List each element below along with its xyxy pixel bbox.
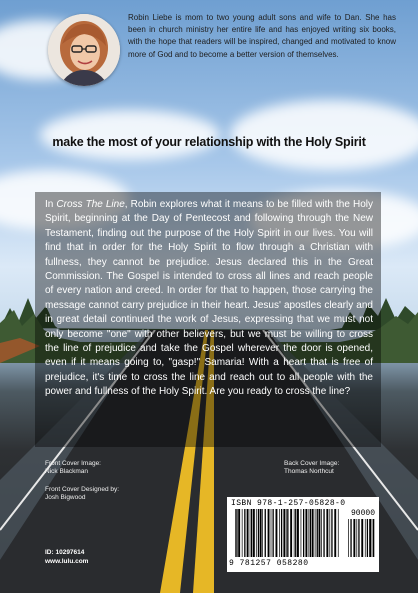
barcode-bar [281, 509, 282, 557]
description-panel [35, 192, 381, 447]
tagline: make the most of your relationship with the Holy Spirit [52, 135, 366, 149]
barcode-bar [365, 519, 366, 557]
barcode-bar [290, 509, 292, 557]
barcode-bar [283, 509, 285, 557]
barcode-bar [309, 509, 310, 557]
barcode-bar [369, 519, 371, 557]
barcode-bar [276, 509, 278, 557]
front-image-name: Nick Blackman [45, 468, 88, 475]
barcode-bar [279, 509, 280, 557]
barcode-bar [273, 509, 274, 557]
barcode-bar [338, 509, 339, 557]
barcode-bar [251, 509, 252, 557]
barcode-bar [373, 519, 374, 557]
cover-designer-credit [45, 486, 119, 502]
barcode-bar [294, 509, 295, 557]
barcode-bar [258, 509, 259, 557]
barcode-bar [260, 509, 262, 557]
price-code: 90000 [350, 509, 375, 518]
barcode-bar [367, 519, 368, 557]
front-image-label: Front Cover Image: [45, 460, 101, 467]
designer-label: Front Cover Designed by: [45, 486, 120, 493]
barcode-bar [350, 519, 351, 557]
barcode-bar [334, 509, 336, 557]
barcode-bar [323, 509, 324, 557]
barcode-bar [358, 519, 359, 557]
isbn-barcode [227, 497, 379, 572]
barcode-bar [303, 509, 304, 557]
barcode-bar [297, 509, 299, 557]
barcode-bar [301, 509, 302, 557]
barcode-bar [329, 509, 330, 557]
barcode-bar [353, 519, 355, 557]
barcode-bar [331, 509, 332, 557]
barcode-bar [235, 509, 236, 557]
barcode-bar [286, 509, 287, 557]
barcode-bar [287, 509, 288, 557]
description-text [45, 198, 373, 400]
barcode-bar [319, 509, 321, 557]
author-bio: Robin Liebe is mom to two young adult sons and wife to Dan. She has been in church ministry her entire life and has enjoyed writing six books, with the hope that readers will be inspired, changed and motivated to know more of God and to become a better version of themselves. [128, 13, 396, 59]
barcode-bar [242, 509, 243, 557]
barcode-bar [305, 509, 307, 557]
back-image-name: Thomas Northcut [284, 468, 334, 475]
barcode-bar [268, 509, 270, 557]
publisher-url: www.lulu.com [45, 558, 89, 565]
front-cover-image-credit [45, 460, 101, 476]
author-photo [48, 14, 120, 86]
barcode-bar [310, 509, 311, 557]
barcode-bar [250, 509, 251, 557]
barcode-bar [295, 509, 296, 557]
description-intro: In [45, 199, 57, 210]
isbn-number: ISBN 978-1-257-05828-0 [231, 499, 346, 508]
barcode-bar [326, 509, 328, 557]
barcode-bar [317, 509, 318, 557]
barcode-bar [361, 519, 363, 557]
barcode-digits: 9 781257 058280 [229, 559, 309, 568]
barcode-bar [315, 509, 316, 557]
barcode-bar [244, 509, 245, 557]
barcode-bar [271, 509, 272, 557]
description-body: , Robin explores what it means to be filled with the Holy Spirit, beginning at the Day of Pentecost and following through the New Testament, finding out the purpose of the Holy Spirit in our lives. You will find that in order for the Holy Spirit to flow through a Christian with fullness, they cannot be prejudice. Jesus declared this in the Great Commission. The Gospel is intended to cross all lines and reach people of every nation and creed. In order for that to happen, those carrying the message cannot carry prejudice in their heart. Jesus' apostles clearly and in great detail continued the work of Jesus, expressing that we must not only become "one" with other believers, but we must be willing to cross the line of prejudice and take the Gospel wherever the door is opened, even if it means going to, "gasp!" Samaria! With a heart that is free of prejudice, it's time to cross the line and reach out to all people with the power and fullness of the Holy Spirit. Are you ready to cross the line? [45, 199, 373, 398]
book-title: Cross The Line [56, 199, 125, 210]
publisher-id: ID: 10297614 [45, 549, 85, 556]
barcode-bar [256, 509, 257, 557]
barcode-bar [372, 519, 373, 557]
barcode-bar [312, 509, 314, 557]
back-image-label: Back Cover Image: [284, 460, 340, 467]
barcode-bar [348, 519, 349, 557]
barcode-bar [262, 509, 263, 557]
designer-name: Josh Bigwood [45, 494, 86, 501]
barcode-addon-bars [348, 519, 375, 557]
barcode-bars [235, 509, 341, 557]
barcode-bar [321, 509, 322, 557]
barcode-bar [247, 509, 249, 557]
barcode-bar [356, 519, 357, 557]
barcode-bar [253, 509, 255, 557]
barcode-bar [265, 509, 266, 557]
back-cover-image-credit [284, 460, 339, 476]
barcode-bar [236, 509, 237, 557]
barcode-bar [238, 509, 240, 557]
